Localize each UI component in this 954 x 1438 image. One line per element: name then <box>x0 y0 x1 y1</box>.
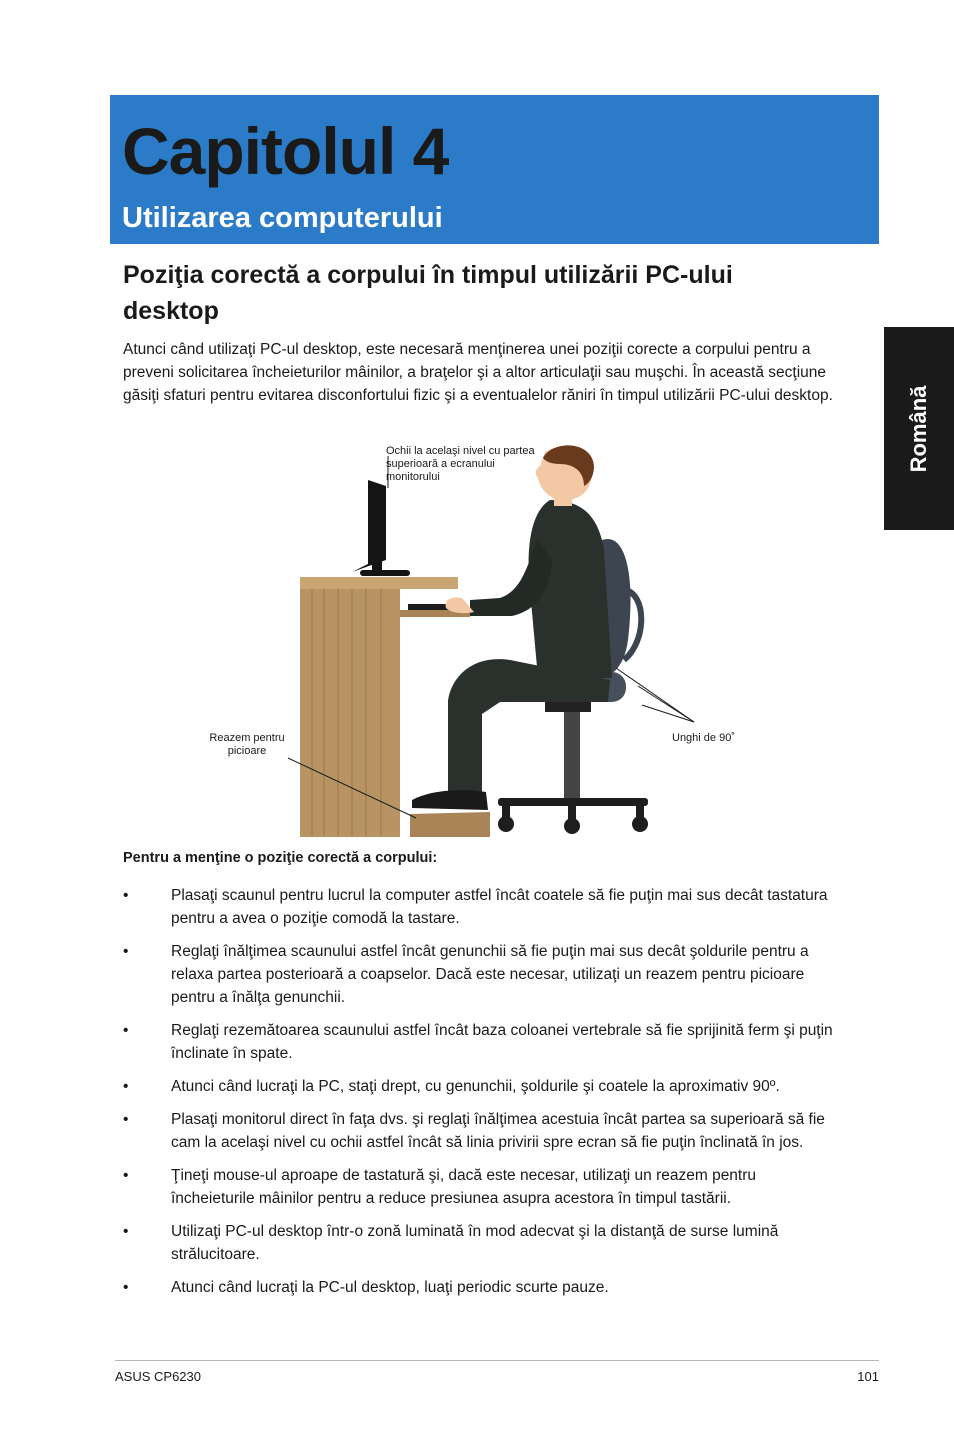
list-item: • Plasaţi scaunul pentru lucrul la computer astfel încât coatele să fie puţin mai sus decât tastatura pentru a avea o poziţie comodă la tastare. <box>123 884 843 930</box>
section-title: Poziţia corectă a corpului în timpul utilizării PC-ului desktop <box>123 261 733 325</box>
footrest-label: Reazem pentru picioare <box>209 732 285 757</box>
desk-body <box>300 589 400 837</box>
list-item: • Reglaţi înălţimea scaunului astfel încât genunchii să fie puţin mai sus decât şoldurile pentru a relaxa partea posterioară a coapselor. Dacă este necesar, utilizaţi un reazem pentru picioare pentru a înălţa genunchii. <box>123 940 843 1009</box>
list-item: • Plasaţi monitorul direct în faţa dvs. şi reglaţi înălţimea acestuia încât partea sa superioară să fie cam la acelaşi nivel cu ochii astfel încât să linia privirii spre ecran să fie puţin înclinată în jos. <box>123 1108 843 1154</box>
eyes-label: Ochii la acelaşi nivel cu partea superioară a ecranului monitorului <box>386 445 535 483</box>
list-item: • Atunci când lucraţi la PC, staţi drept, cu genunchii, şoldurile şi coatele la aproximativ 90º. <box>123 1075 843 1098</box>
desk-top <box>300 577 458 589</box>
list-item: • Utilizaţi PC-ul desktop într-o zonă luminată în mod adecvat şi la distanţă de surse lumină strălucitoare. <box>123 1220 843 1266</box>
list-item: • Reglaţi rezemătoarea scaunului astfel încât baza coloanei vertebrale să fie sprijinită ferm şi puţin înclinate în spate. <box>123 1019 843 1065</box>
instructions-heading: Pentru a menţine o poziţie corectă a corpului: <box>123 850 438 866</box>
chapter-banner <box>110 95 879 244</box>
bullet-icon: • <box>123 1167 129 1184</box>
person-shoes <box>412 790 488 810</box>
posture-illustration <box>200 440 760 840</box>
footrest <box>410 812 490 837</box>
monitor-stand <box>372 558 382 572</box>
chapter-title: Capitolul 4 <box>122 114 449 188</box>
bullet-icon: • <box>123 887 129 904</box>
bullet-icon: • <box>123 943 129 960</box>
intro-paragraph: Atunci când utilizaţi PC-ul desktop, este necesară menţinerea unei poziţii corecte a corpului pentru a preveni solicitarea încheieturilor mâinilor, a braţelor şi a altor articulaţii sau muşchi. În această secţiune găsiţi sfaturi pentru evitarea disconfortului fizic şi a eventualelor răniri în timpul utilizării PC-ului desktop. <box>123 341 833 404</box>
bullet-icon: • <box>123 1279 129 1296</box>
list-item: • Ţineţi mouse-ul aproape de tastatură şi, dacă este necesar, utilizaţi un reazem pentru încheieturile mâinilor pentru a reduce presiunea asupra acestora în timpul tastării. <box>123 1164 843 1210</box>
angle-label: Unghi de 90˚ <box>672 732 735 744</box>
footer-model: ASUS CP6230 <box>115 1369 201 1384</box>
instructions-list <box>123 884 843 1309</box>
language-label: Română <box>906 385 931 473</box>
bullet-icon: • <box>123 1078 129 1095</box>
list-item: • Atunci când lucraţi la PC-ul desktop, luaţi periodic scurte pauze. <box>123 1276 843 1299</box>
bullet-icon: • <box>123 1223 129 1240</box>
chair-pole <box>564 712 580 798</box>
page-number: 101 <box>857 1369 879 1384</box>
person-legs <box>448 659 610 796</box>
bullet-icon: • <box>123 1111 129 1128</box>
chapter-subtitle: Utilizarea computerului <box>122 202 443 234</box>
posture-drawing <box>200 440 760 840</box>
monitor-base <box>360 570 410 576</box>
footer-divider <box>115 1360 879 1361</box>
language-tab <box>884 327 954 530</box>
bullet-icon: • <box>123 1022 129 1039</box>
